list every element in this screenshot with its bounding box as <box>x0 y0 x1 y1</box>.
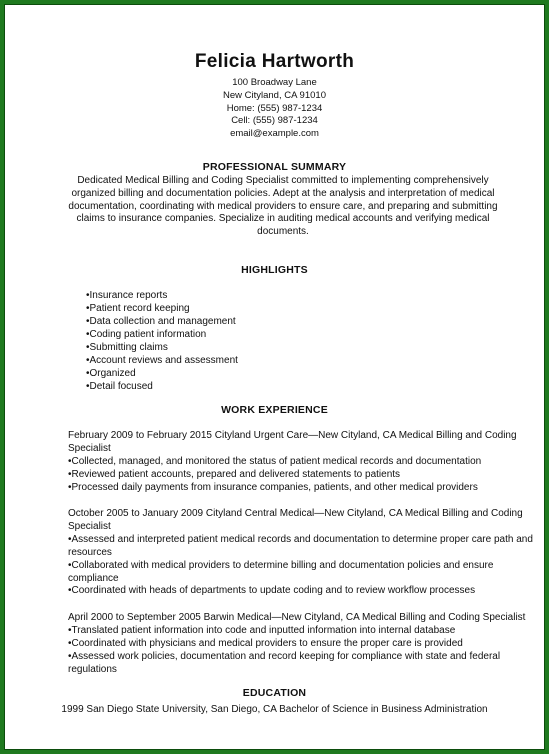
job-header: February 2009 to February 2015 Cityland Urgent Care—New Cityland, CA Medical Billing and Coding Specialist <box>68 430 517 454</box>
highlights-list <box>86 289 238 393</box>
job-entry-2 <box>68 508 541 598</box>
email: email@example.com <box>230 128 319 140</box>
resume-page <box>5 5 544 749</box>
highlight-item: •Data collection and management <box>86 316 236 327</box>
job-bullet: •Collected, managed, and monitored the status of patient medical records and documentation <box>68 455 482 467</box>
highlight-item: •Account reviews and assessment <box>86 355 238 366</box>
job-entry-3 <box>68 612 541 677</box>
summary-text: Dedicated Medical Billing and Coding Specialist committed to implementing comprehensively organized billing and documentation policies. Adept at the analysis and interpretation of medical documentation, coordinating with medical providers to ensure care, and preparing and submitting claims to insurance companies. Specialize in auditing medical accounts and verifying medical documents. <box>68 175 498 238</box>
highlight-item: •Detail focused <box>86 381 153 392</box>
education-title: EDUCATION <box>242 687 307 699</box>
job-bullet: •Assessed and interpreted patient medical records and documentation to determine proper care path and resources <box>68 533 533 558</box>
resume-name: Felicia Hartworth <box>194 51 355 72</box>
job-bullet: •Translated patient information into code and inputted information into internal database <box>68 624 456 636</box>
experience-title: WORK EXPERIENCE <box>221 404 328 416</box>
job-entry-1 <box>68 430 541 495</box>
job-bullet: •Reviewed patient accounts, prepared and delivered statements to patients <box>68 468 401 480</box>
highlight-item: •Coding patient information <box>86 329 207 340</box>
education-text: 1999 San Diego State University, San Diego, CA Bachelor of Science in Business Administration <box>61 704 488 715</box>
job-bullet: •Assessed work policies, documentation and record keeping for compliance with state and federal regulations <box>68 650 501 675</box>
highlight-item: •Patient record keeping <box>86 303 190 314</box>
job-header: October 2005 to January 2009 Cityland Central Medical—New Cityland, CA Medical Billing and Coding Specialist <box>68 508 523 532</box>
home-phone: Home: (555) 987-1234 <box>226 102 323 114</box>
summary-title: PROFESSIONAL SUMMARY <box>202 161 347 173</box>
cell-phone: Cell: (555) 987-1234 <box>231 115 318 127</box>
highlight-item: •Organized <box>86 368 136 379</box>
highlight-item: •Submitting claims <box>86 342 168 353</box>
address-line-1: 100 Broadway Lane <box>232 77 317 88</box>
page-frame <box>4 4 545 750</box>
highlight-item: •Insurance reports <box>86 290 168 301</box>
contact-block <box>5 77 544 141</box>
job-bullet: •Coordinated with physicians and medical providers to ensure the proper care is provided <box>68 637 463 649</box>
highlights-title: HIGHLIGHTS <box>241 264 308 276</box>
job-bullet: •Collaborated with medical providers to determine billing and documentation policies and ensure compliance <box>68 559 494 584</box>
address-line-2: New Cityland, CA 91010 <box>223 89 326 101</box>
job-bullet: •Processed daily payments from insurance companies, patients, and other medical providers <box>68 481 478 493</box>
job-bullet: •Coordinated with heads of departments to update coding and to review workflow processes <box>68 585 476 597</box>
job-header: April 2000 to September 2005 Barwin Medical—New Cityland, CA Medical Billing and Coding Specialist <box>68 612 526 623</box>
